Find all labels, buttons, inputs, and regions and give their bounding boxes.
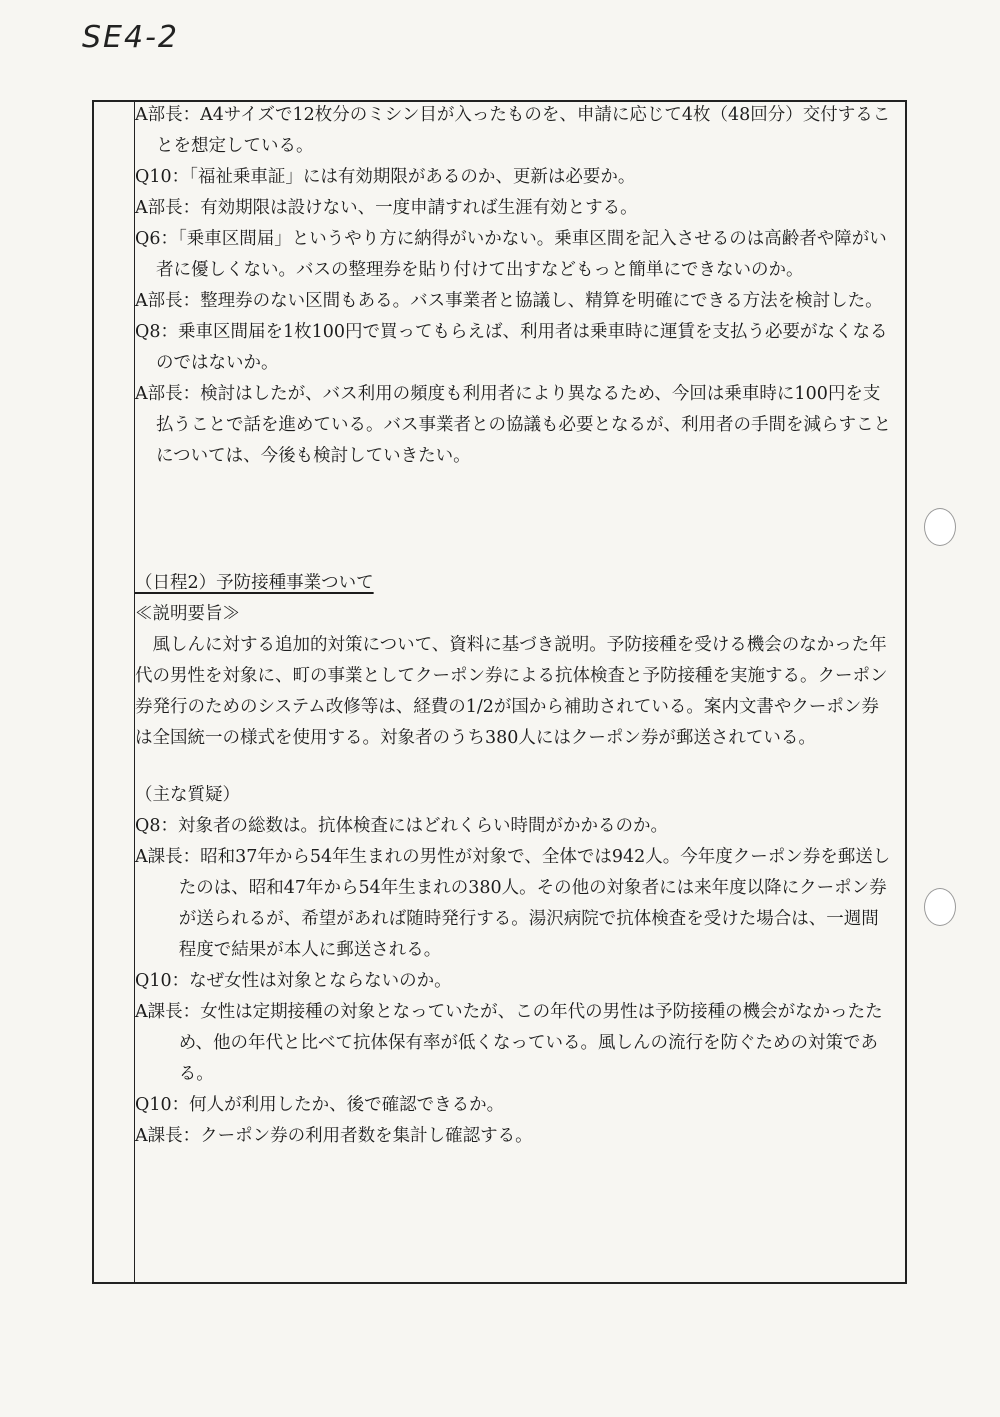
qa-line: A課長：クーポン券の利用者数を集計し確認する。 <box>135 1126 533 1146</box>
qa-line: Q10：「福祉乗車証」には有効期限があるのか、更新は必要か。 <box>135 167 636 187</box>
qa-line: A部長：A4サイズで12枚分のミシン目が入ったものを、申請に応じて4枚（48回分）交付することを想定している。 <box>135 105 891 156</box>
punch-hole-top <box>924 508 956 546</box>
punch-hole-bottom <box>924 888 956 926</box>
section-vaccination-qa <box>135 811 895 1152</box>
minutes-content <box>135 100 895 1152</box>
qa-line: Q8：乗車区間届を1枚100円で買ってもらえば、利用者は乗車時に運賃を支払う必要がなくなるのではないか。 <box>135 322 888 373</box>
qa-line: A課長：昭和37年から54年生まれの男性が対象で、全体では942人。今年度クーポン券を郵送したのは、昭和47年から54年生まれの380人。その他の対象者には来年度以降にクーポン券が送られるが、希望があれば随時発行する。湯沢病院で抗体検査を受けた場合は、一週間程度で結果が本人に郵送される。 <box>135 847 891 960</box>
qa-heading: （主な質疑） <box>135 785 240 805</box>
summary-heading: ≪説明要旨≫ <box>135 604 240 624</box>
qa-line: Q6：「乗車区間届」というやり方に納得がいかない。乗車区間を記入させるのは高齢者や障がい者に優しくない。バスの整理券を貼り付けて出すなどもっと簡単にできないのか。 <box>135 229 887 280</box>
qa-line: A部長：検討はしたが、バス利用の頻度も利用者により異なるため、今回は乗車時に100円を支払うことで話を進めている。バス事業者との協議も必要となるが、利用者の手間を減らすことについては、今後も検討していきたい。 <box>135 384 891 466</box>
summary-paragraph: 風しんに対する追加的対策について、資料に基づき説明。予防接種を受ける機会のなかった年代の男性を対象に、町の事業としてクーポン券による抗体検査と予防接種を実施する。クーポン券発行のためのシステム改修等は、経費の1/2が国から補助されている。案内文書やクーポン券は全国統一の様式を使用する。対象者のうち380人にはクーポン券が郵送されている。 <box>135 635 888 748</box>
qa-line: Q8：対象者の総数は。抗体検査にはどれくらい時間がかかるのか。 <box>135 816 668 836</box>
agenda-item-title: （日程2）予防接種事業ついて <box>135 573 374 593</box>
qa-line: Q10：何人が利用したか、後で確認できるか。 <box>135 1095 505 1115</box>
qa-line: A部長：有効期限は設けない、一度申請すれば生涯有効とする。 <box>135 198 638 218</box>
qa-line: A課長：女性は定期接種の対象となっていたが、この年代の男性は予防接種の機会がなかったため、他の年代と比べて抗体保有率が低くなっている。風しんの流行を防ぐための対策である。 <box>135 1002 883 1084</box>
handwritten-doc-code: SE4-2 <box>82 20 179 55</box>
section-welfare-pass-qa <box>135 100 895 472</box>
qa-line: Q10：なぜ女性は対象とならないのか。 <box>135 971 452 991</box>
qa-line: A部長：整理券のない区間もある。バス事業者と協議し、精算を明確にできる方法を検討した。 <box>135 291 883 311</box>
